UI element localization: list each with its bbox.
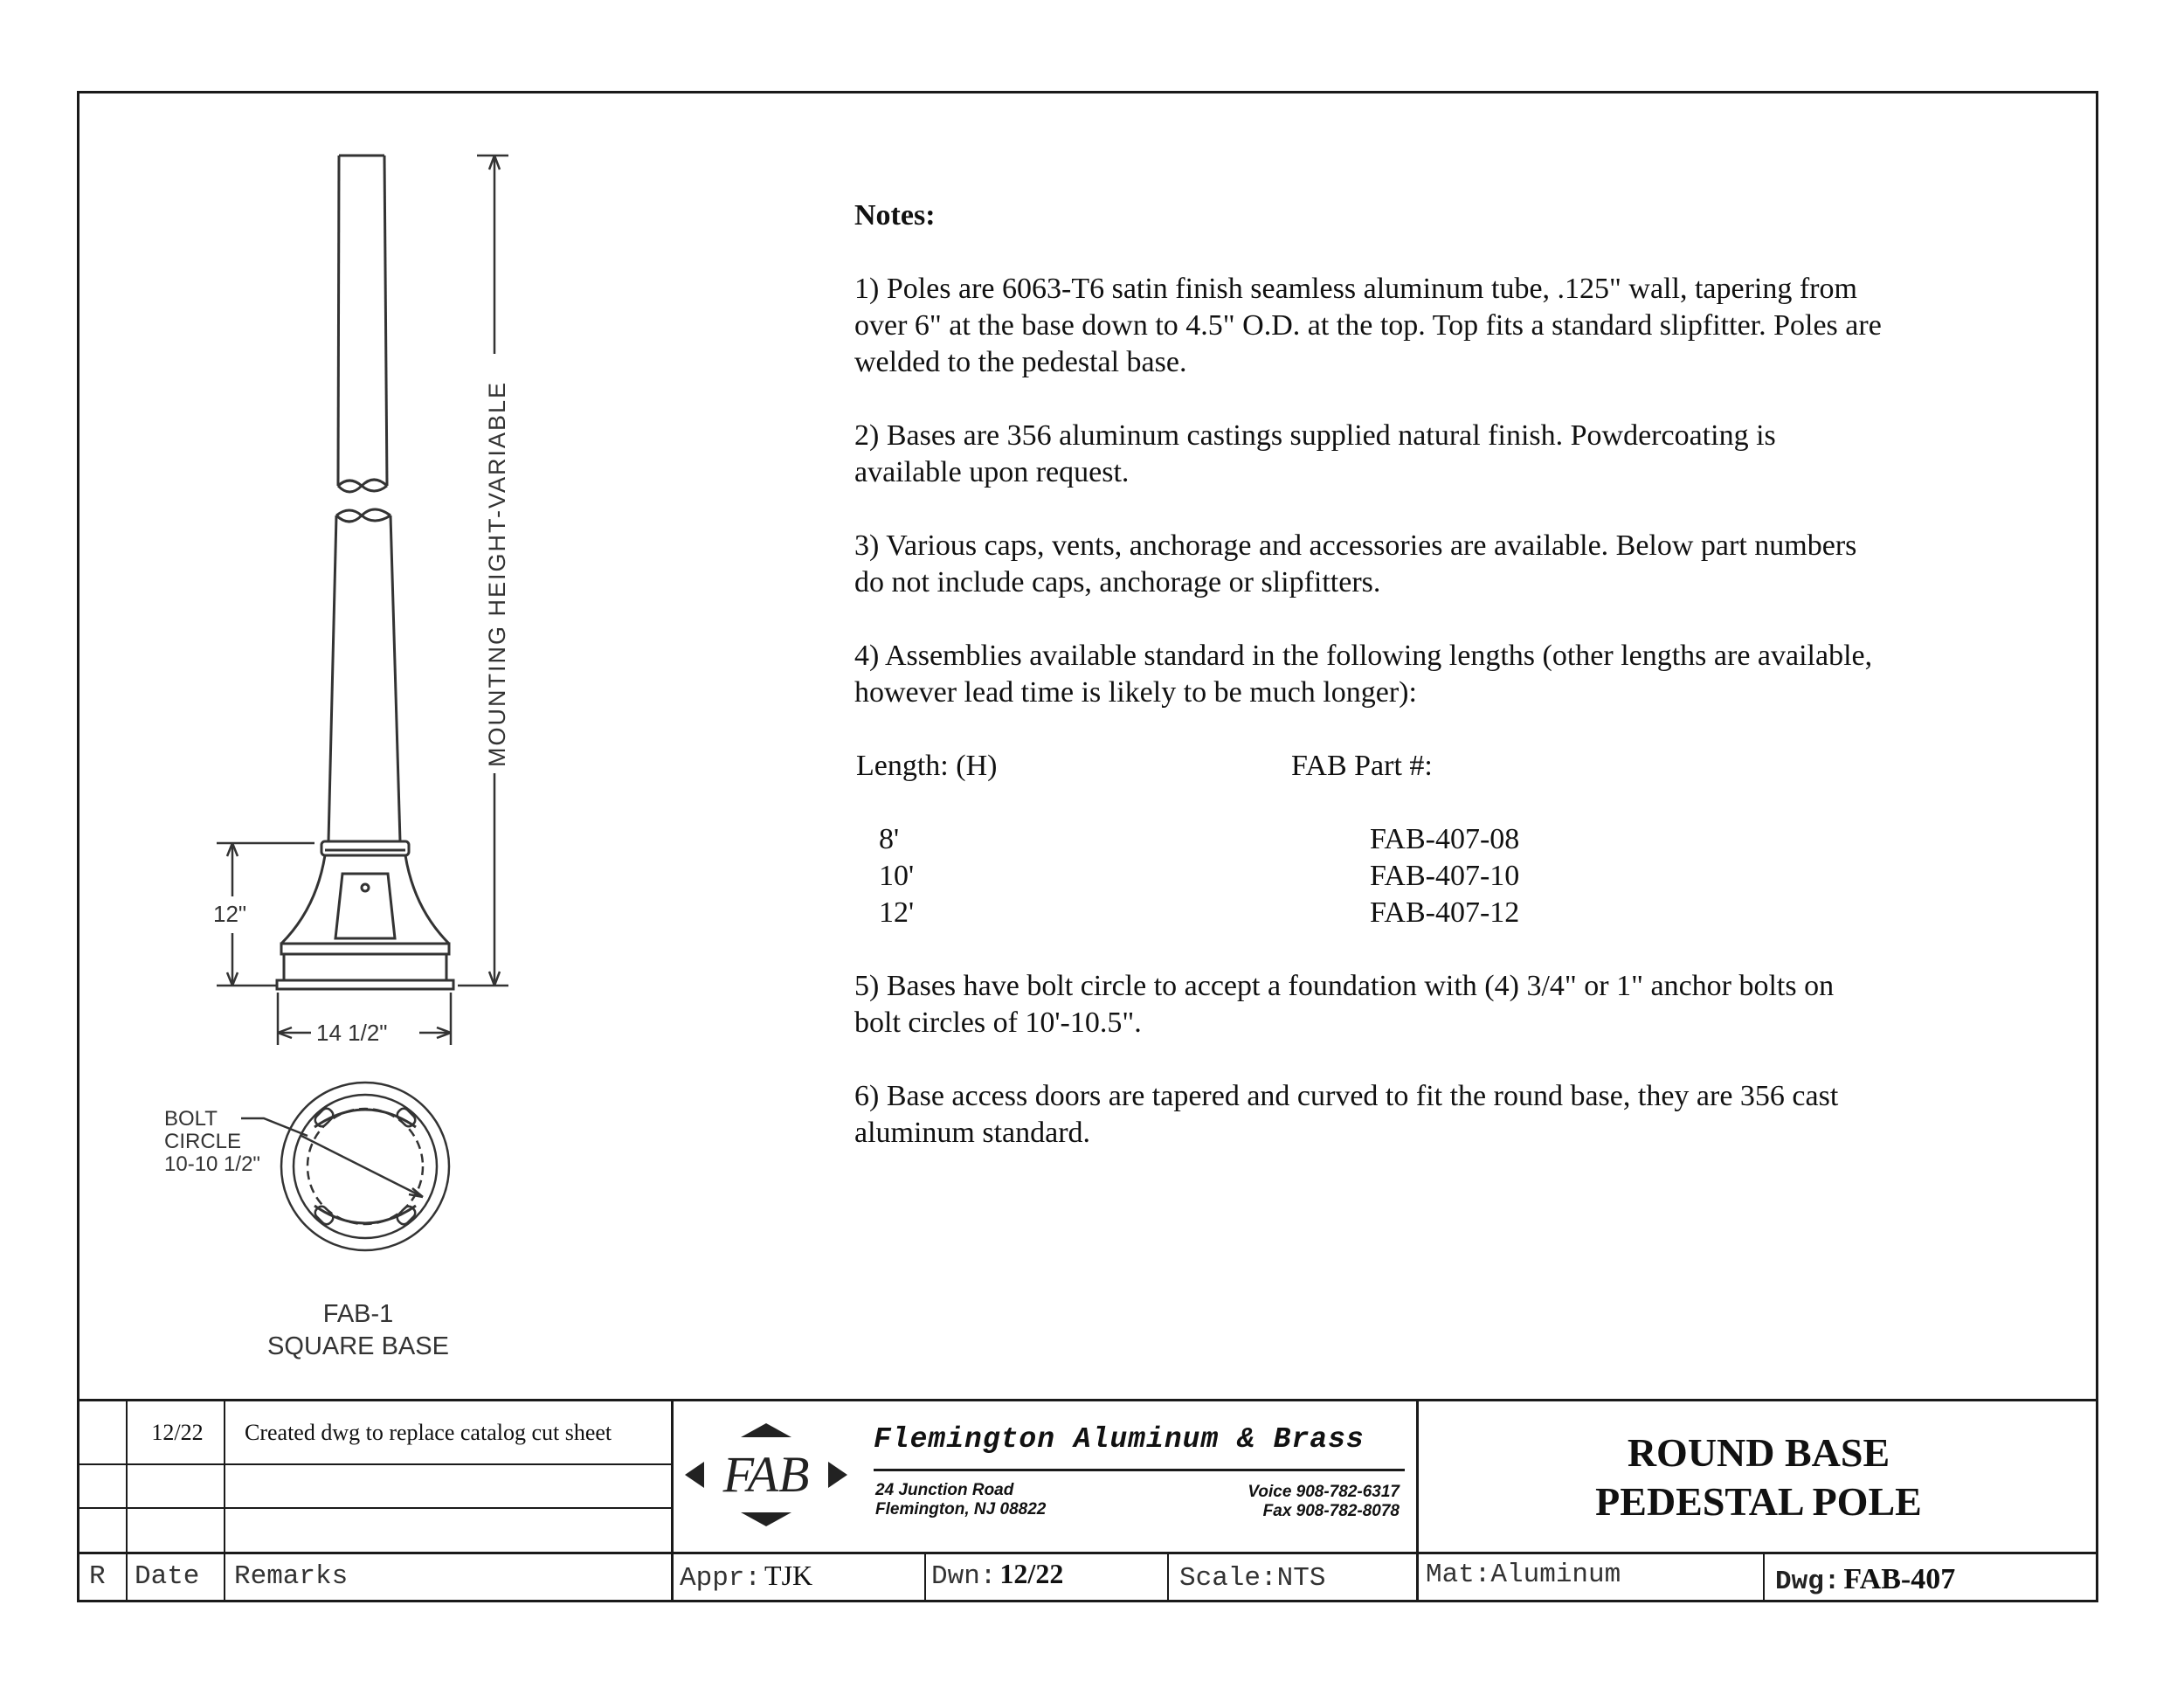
drawing-number-label: Dwg: — [1775, 1567, 1841, 1597]
logo-left-arrow-icon — [685, 1462, 704, 1488]
notes-heading: Notes: — [854, 199, 936, 232]
note-4: 4) Assemblies available standard in the following lengths (other lengths are available, however lead time is likely to be much longer): — [854, 640, 1873, 709]
approved-by-value: TJK — [764, 1560, 813, 1591]
length-row — [854, 858, 1885, 895]
length-row — [854, 821, 1885, 858]
bolt-circle-plan-view — [241, 1083, 449, 1250]
length-row — [854, 895, 1885, 931]
date-column-header: Date — [135, 1561, 200, 1592]
logo-down-arrow-icon — [741, 1512, 791, 1526]
mounting-height-label: MOUNTING HEIGHT-VARIABLE — [484, 380, 510, 767]
approved-by-field — [680, 1560, 812, 1594]
remarks-column-header: Remarks — [234, 1561, 349, 1592]
base-caption-model: FAB-1 — [322, 1300, 394, 1328]
length-value: 10' — [879, 860, 915, 892]
fax-number: Fax 908-782-8078 — [1262, 1502, 1400, 1520]
bolt-circle-label-line1: BOLT — [164, 1107, 218, 1131]
drawn-field — [931, 1558, 1063, 1592]
bolt-circle-label-line3: 10-10 1/2" — [164, 1152, 260, 1176]
logo-text: FAB — [722, 1446, 810, 1503]
note-2: 2) Bases are 356 aluminum castings supplied natural finish. Powdercoating is available upon request. — [854, 419, 1776, 488]
note-5: 5) Bases have bolt circle to accept a foundation with (4) 3/4" or 1" anchor bolts on bolt circles of 10'-10.5". — [854, 970, 1835, 1039]
length-value: 8' — [879, 823, 900, 855]
material-field: Mat:Aluminum — [1426, 1560, 1621, 1590]
revision-remark: Created dwg to replace catalog cut sheet — [245, 1420, 612, 1445]
part-column-header: FAB Part #: — [1291, 750, 1433, 782]
drawing-number-field — [1775, 1563, 1955, 1597]
lengths-table-header — [854, 748, 1885, 785]
notes-section — [854, 197, 1885, 1188]
revision-date: 12/22 — [151, 1420, 204, 1445]
title-block — [77, 1399, 2098, 1602]
revision-column-header: R — [89, 1561, 106, 1592]
company-name: Flemington Aluminum & Brass — [874, 1423, 1365, 1456]
part-number: FAB-407-10 — [1370, 860, 1520, 892]
base-height-label: 12" — [213, 901, 247, 927]
drawing-title-line1: ROUND BASE — [1627, 1430, 1890, 1475]
note-1: 1) Poles are 6063-T6 satin finish seamless aluminum tube, .125" wall, tapering from over 6" at the base down to 4.5" O.D. at the top. Top fits a standard slipfitter. Poles are welded to the pedestal base. — [854, 273, 1882, 378]
note-3: 3) Various caps, vents, anchorage and accessories are available. Below part numbers do not include caps, anchorage or slipfitters. — [854, 529, 1857, 598]
drawing-title-line2: PEDESTAL POLE — [1595, 1479, 1922, 1524]
pole-upper-section — [338, 156, 387, 492]
fab-logo — [683, 1418, 849, 1532]
part-number: FAB-407-08 — [1370, 823, 1520, 855]
address-line1: 24 Junction Road — [875, 1481, 1014, 1499]
base-caption-name: SQUARE BASE — [267, 1332, 449, 1360]
logo-right-arrow-icon — [828, 1462, 847, 1488]
approved-by-label: Appr: — [680, 1563, 762, 1594]
pedestal-base — [277, 841, 453, 989]
pole-lower-section — [328, 509, 400, 841]
length-value: 12' — [879, 896, 915, 929]
drawing-number-value: FAB-407 — [1843, 1563, 1956, 1595]
base-width-label: 14 1/2" — [316, 1020, 388, 1046]
length-column-header: Length: (H) — [856, 750, 998, 782]
logo-up-arrow-icon — [741, 1423, 791, 1437]
bolt-circle-label-line2: CIRCLE — [164, 1130, 242, 1153]
address-line2: Flemington, NJ 08822 — [875, 1500, 1047, 1519]
drawn-label: Dwn: — [931, 1561, 997, 1592]
drawn-value: 12/22 — [999, 1558, 1064, 1589]
scale-field: Scale:NTS — [1179, 1563, 1326, 1594]
note-6: 6) Base access doors are tapered and curved to fit the round base, they are 356 cast aluminum standard. — [854, 1080, 1839, 1149]
part-number: FAB-407-12 — [1370, 896, 1520, 929]
voice-number: Voice 908-782-6317 — [1248, 1483, 1400, 1501]
